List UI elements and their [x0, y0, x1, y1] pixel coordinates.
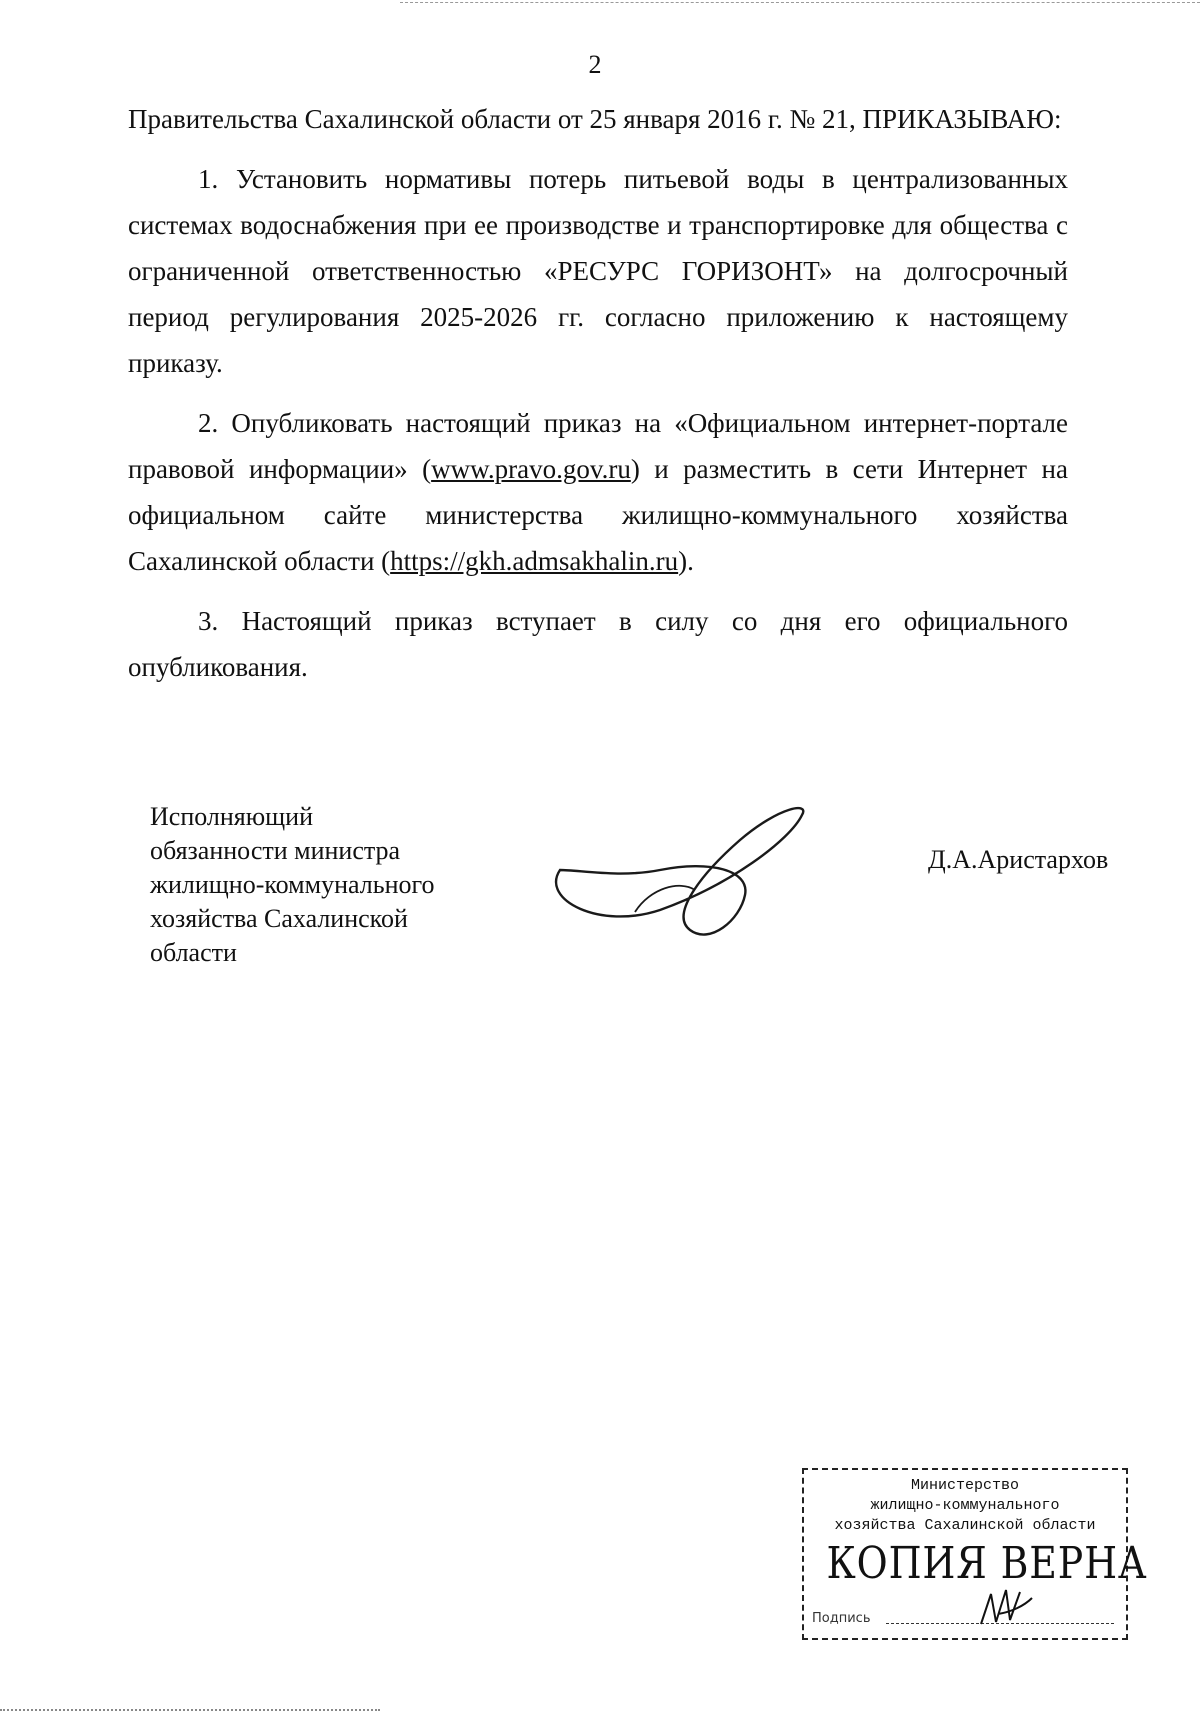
signatory-position-line: хозяйства Сахалинской [150, 904, 408, 933]
signatory-position-line: жилищно-коммунального [150, 870, 435, 899]
stamp-certified-copy-text: КОПИЯ ВЕРНА [826, 1538, 1148, 1589]
signatory-position-line: области [150, 938, 237, 967]
certified-copy-stamp [802, 1468, 1148, 1640]
signatory-position-line: Исполняющий [150, 802, 314, 831]
scan-edge-bottom [0, 1709, 380, 1711]
stamp-org-line: жилищно-коммунального [870, 1497, 1060, 1514]
stamp-sign-label: Подпись [812, 1611, 871, 1626]
paragraph-item-2-text-b: ) и разместить в сети Интернет на официальном сайте министерства жилищно-коммунального хозяйства Сахалинской области ( [128, 454, 1068, 576]
paragraph-item-2-text-a: 2. Опубликовать настоящий приказ на «Официальном интернет-портале правовой информации» ( [128, 408, 1068, 484]
signatory-position [150, 800, 435, 970]
scan-edge-top [400, 2, 1200, 3]
signatory-name: Д.А.Аристархов [928, 845, 1109, 874]
pravo-link[interactable]: www.pravo.gov.ru [431, 454, 631, 484]
document-body [128, 96, 1068, 690]
stamp-organization [804, 1476, 1126, 1536]
gkh-link[interactable]: https://gkh.admsakhalin.ru [390, 546, 679, 576]
paragraph-item-2 [128, 400, 1068, 584]
stamp-org-line: хозяйства Сахалинской области [834, 1517, 1096, 1534]
stamp-org-line: Министерство [910, 1477, 1020, 1494]
paragraph-item-2-text-c: ). [678, 546, 694, 576]
paragraph-item-1: 1. Установить нормативы потерь питьевой воды в централизованных системах водоснабжения при ее производстве и транспортировке для общества с ограниченной ответственностью «РЕСУРС ГОРИЗОНТ» на долгосрочный период регулирования 2025-2026 гг. согласно приложению к настоящему приказу. [128, 164, 1068, 378]
page-number: 2 [588, 50, 602, 79]
signatory-position-line: обязанности министра [150, 836, 401, 865]
stamp-signature-scribble [976, 1584, 1036, 1630]
paragraph-item-3: 3. Настоящий приказ вступает в силу со дня его официального опубликования. [128, 606, 1068, 682]
paragraph-preamble: Правительства Сахалинской области от 25 января 2016 г. № 21, ПРИКАЗЫВАЮ: [128, 104, 1062, 134]
handwritten-signature [540, 800, 840, 950]
